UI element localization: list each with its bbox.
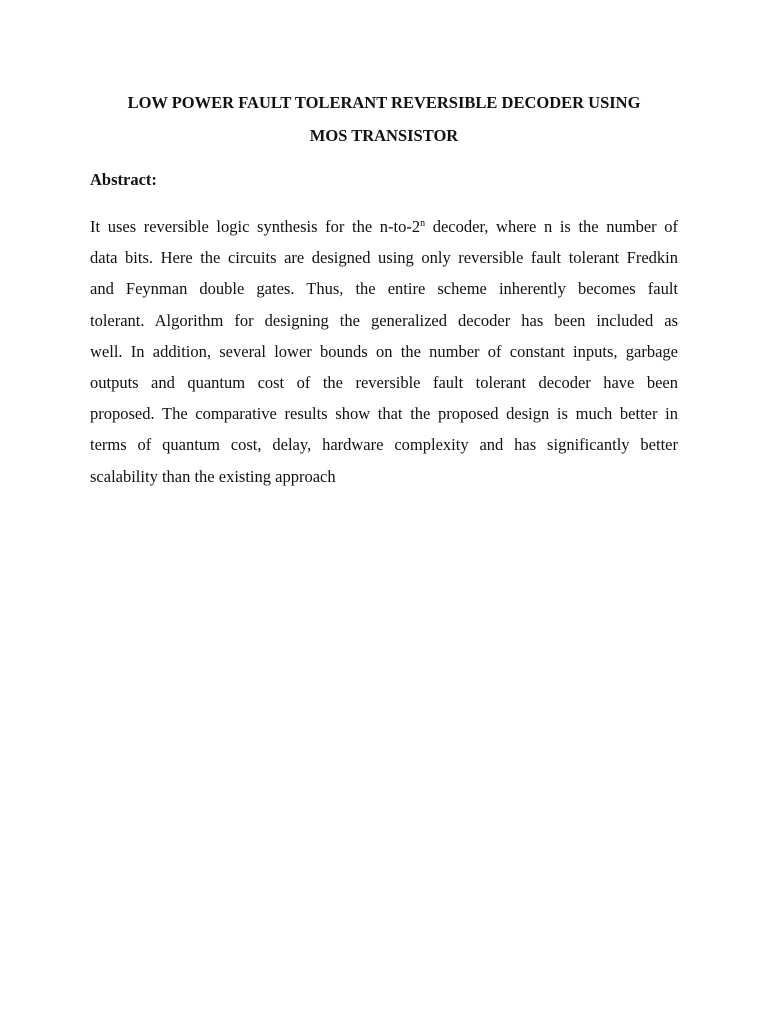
superscript-n: n — [420, 218, 426, 229]
abstract-line-7: proposed. The comparative results show that the proposed design is much better in — [90, 404, 678, 424]
abstract-line-1-pre: It uses reversible logic synthesis for the n-to-2 — [90, 217, 421, 236]
abstract-heading: Abstract: — [90, 170, 157, 189]
abstract-line-8: terms of quantum cost, delay, hardware complexity and has significantly better — [90, 435, 678, 455]
abstract-line-1 — [90, 211, 678, 242]
document-title-line-1: LOW POWER FAULT TOLERANT REVERSIBLE DECODER USING — [127, 93, 641, 112]
abstract-paragraph — [90, 211, 678, 492]
abstract-line-2: data bits. Here the circuits are designed using only reversible fault tolerant Fredkin — [90, 248, 678, 268]
abstract-line-1-post: decoder, where n is the number of — [425, 217, 679, 236]
abstract-line-6: outputs and quantum cost of the reversible fault tolerant decoder have been — [90, 372, 678, 392]
abstract-line-9: scalability than the existing approach — [90, 466, 336, 486]
abstract-line-3: and Feynman double gates. Thus, the entire scheme inherently becomes fault — [90, 279, 678, 299]
abstract-line-5: well. In addition, several lower bounds on the number of constant inputs, garbage — [90, 341, 678, 361]
abstract-line-4: tolerant. Algorithm for designing the generalized decoder has been included as — [90, 310, 678, 330]
document-title-line-2: MOS TRANSISTOR — [309, 126, 459, 145]
